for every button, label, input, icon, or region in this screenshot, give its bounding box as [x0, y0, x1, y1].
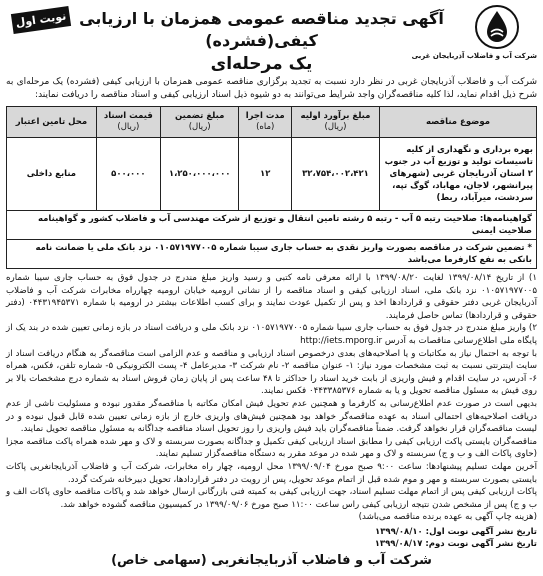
second-publication-date: تاریخ نشر آگهی نوبت دوم: ۱۳۹۹/۰۸/۱۷	[374, 538, 537, 549]
table-header-row	[7, 107, 537, 138]
logo-org-name: شرکت آب و فاضلاب آذربایجان غربی	[411, 52, 537, 60]
table-row	[7, 138, 537, 211]
header-subject: موضوع مناقصه	[380, 107, 537, 138]
cell-estimate: ۳۲،۷۵۴،۰۰۲،۴۲۱	[291, 138, 379, 211]
cell-doc-price: ۵۰۰،۰۰۰	[96, 138, 160, 211]
first-publication-date: تاریخ نشر آگهی نوبت اول: ۱۳۹۹/۰۸/۱۰	[375, 526, 537, 537]
cell-guarantee: ۱،۲۵۰،۰۰۰،۰۰۰	[160, 138, 239, 211]
intro-text: شرکت آب و فاضلاب آذربایجان غربی در نظر دارد نسبت به تجدید برگزاری مناقصه عمومی همزمان با ارزیابی کیفی (فشرده) یک مرحله‌ای به شرح ذیل اقدام نماید، لذا کلیه مناقصه‌گران واجد شرایط می‌توانند به دو شیوه ذیل اسناد ارزیابی کیفی و اسناد مناقصه را دریافت نمایند:	[6, 77, 537, 100]
header	[6, 4, 537, 74]
notice-body	[6, 272, 537, 524]
paragraph-2: ۲) واریز مبلغ مندرج در جدول فوق به حساب جاری سیبا شماره ۰۱۰۵۷۱۹۷۷۰۰۵ نزد بانک ملی و دریافت اسناد در بازه زمانی تعیین شده در بند یک از پایگاه ملی اطلاع‌رسانی مناقصات به آدرس http://iets.mporg.ir	[6, 323, 537, 346]
cell-subject: بهره برداری و نگهداری از کلیه تاسیسات تولید و توزیع آب در جنوب ۲ استان آذربایجان غربی (شهرهای پیرانشهر، لاجان، مهاباد، گوگ تپه، سردشت، میرآباد، ربط)	[380, 138, 537, 211]
title-block	[76, 8, 447, 76]
company-logo	[411, 4, 537, 60]
tender-table	[6, 106, 537, 211]
paragraph-4: بدیهی است در صورت عدم اطلاع‌رسانی به کارفرما و همچنین عدم تحویل فیش امکان مکاتبه با مناقصه‌گر مقدور نبوده و مسئولیت ناشی از عدم دریافت اصلاحیه‌های احتمالی اسناد به عهده مناقصه‌گر خواهد بود همچنین فیش‌های واریزی خارج از بازه زمانی تعیین شده قابل قبول نبوده و در لیست مناقصه‌گران قرار نخواهد گرفت. ضمناً مناقصه‌گران باید فیش واریزی را روز تحویل اسناد مناقصه جداگانه به مسئول مناقصه تحویل نمایند.	[6, 398, 537, 435]
first-publication-badge: نوبت اول	[11, 6, 71, 34]
header-duration: مدت اجرا (ماه)	[239, 107, 292, 138]
certificates-note: گواهینامه‌ها: صلاحیت رتبه ۵ آب - رتبه ۵ رشته تامین انتقال و توزیع از شرکت مهندسی آب و فاضلاب کشور و گواهینامه صلاحیت ایمنی	[6, 211, 537, 240]
header-doc-price: قیمت اسناد (ریال)	[96, 107, 160, 138]
paragraph-8: (هزینه چاپ آگهی به عهده برنده مناقصه می‌باشد)	[358, 512, 537, 523]
cell-duration: ۱۲	[239, 138, 292, 211]
paragraph-6: آخرین مهلت تسلیم پیشنهادها: ساعت ۹:۰۰ صبح مورخ ۱۳۹۹/۰۹/۰۴ محل ارومیه، چهار راه مخابرات، شرکت آب و فاضلاب آذربایجانغربی پاکات بایستی بصورت سربسته و مهر و موم شده قبل از اتمام موعد تحویل، پس از رویت در دفتر قراردادها، تحویل دبیرخانه شرکت گردد.	[6, 461, 538, 485]
paragraph-1: ۱) از تاریخ ۱۳۹۹/۰۸/۱۴ لغایت ۱۳۹۹/۰۸/۲۰ با ارائه معرفی نامه کتبی و رسید واریز مبلغ مندرج در جدول فوق به حساب جاری سیبا شماره ۰۱۰۵۷۱۹۷۷۰۰۵ نزد بانک ملی، اسناد ارزیابی کیفی و اسناد مناقصه را از نشانی ارومیه خیابان ارومیه چهارراه مخابرات شرکت آب و فاضلاب آذربایجان غربی دفتر حقوقی و قراردادها اخذ و پس از تکمیل عودت نمایند و برای کسب اطلاعات بیشتر در ارومیه با شماره ۰۴۴۳۱۹۴۵۳۷۱ (دفتر حقوقی و قراردادها) تماس حاصل فرمایند.	[6, 273, 537, 321]
paragraph-3: با توجه به احتمال نیاز به مکاتبات و یا اصلاحیه‌های بعدی درخصوص اسناد ارزیابی و مناقصه و عدم الزامی است مناقصه‌گر به هنگام دریافت اسناد از سایت اینترنتی نسبت به ثبت مشخصات مورد نیاز: ۱- عنوان مناقصه ۲- نام شرکت ۳- مدیرعامل ۴- پست الکترونیکی ۵- شماره تلفن، فکس، همراه ۶- آدرس، در سایت اقدام و فیش واریزی از بابت خرید اسناد را حداکثر تا ۴۸ ساعت پس از پایان زمان فروش اسناد به شماره درج مشخصات بالا بر روی فیش به مسئول مناقصه تحویل و یا به شماره ۰۴۴۳۳۸۵۳۷۶ فکس نمایند.	[6, 348, 538, 397]
water-drop-logo-icon	[474, 4, 520, 50]
header-estimate: مبلغ برآورد اولیه (ریال)	[291, 107, 379, 138]
cell-credit: منابع داخلی	[7, 138, 97, 211]
header-guarantee: مبلغ تضمین (ریال)	[160, 107, 239, 138]
publication-dates	[6, 526, 537, 550]
guarantee-note: * تضمین شرکت در مناقصه بصورت واریز نقدی به حساب جاری سیبا شماره ۰۱۰۵۷۱۹۷۷۰۰۵ نزد بانک ملی یا ضمانت نامه بانکی به نفع کارفرما می‌باشد	[6, 240, 537, 269]
paragraph-7: پاکات ارزیابی کیفی پس از اتمام مهلت تسلیم اسناد، جهت ارزیابی کیفی به کمیته فنی بازرگانی ارسال خواهد شد و پاکات مناقصه حاوی پاکات الف و ب و ج) پس از مشخص شدن نتیجه ارزیابی کیفی راس ساعت ۱۱:۰۰ صبح مورخ ۱۳۹۹/۰۹/۰۶ در کمیسیون مناقصه گشوده خواهد شد.	[6, 487, 537, 510]
company-signature: شرکت آب و فاضلاب آذربایجانغربی (سهامی خاص)	[111, 552, 432, 568]
header-credit: محل تامین اعتبار	[7, 107, 97, 138]
paragraph-5: مناقصه‌گران بایستی پاکت ارزیابی کیفی را مطابق اسناد ارزیابی کیفی تکمیل و جداگانه بصورت سربسته و لاک و مهر شده همراه پاکت مناقصه مجزا (حاوی پاکات الف و ب و ج) سربسته و لاک و مهر شده در موعد مقرر به دستگاه مناقصه‌گزار تسلیم نمایند.	[6, 436, 537, 460]
notice-title: آگهی تجدید مناقصه عمومی همزمان با ارزیابی کیفی(فشرده)	[79, 9, 444, 50]
notice-subtitle: یک مرحله‌ای	[210, 54, 313, 74]
